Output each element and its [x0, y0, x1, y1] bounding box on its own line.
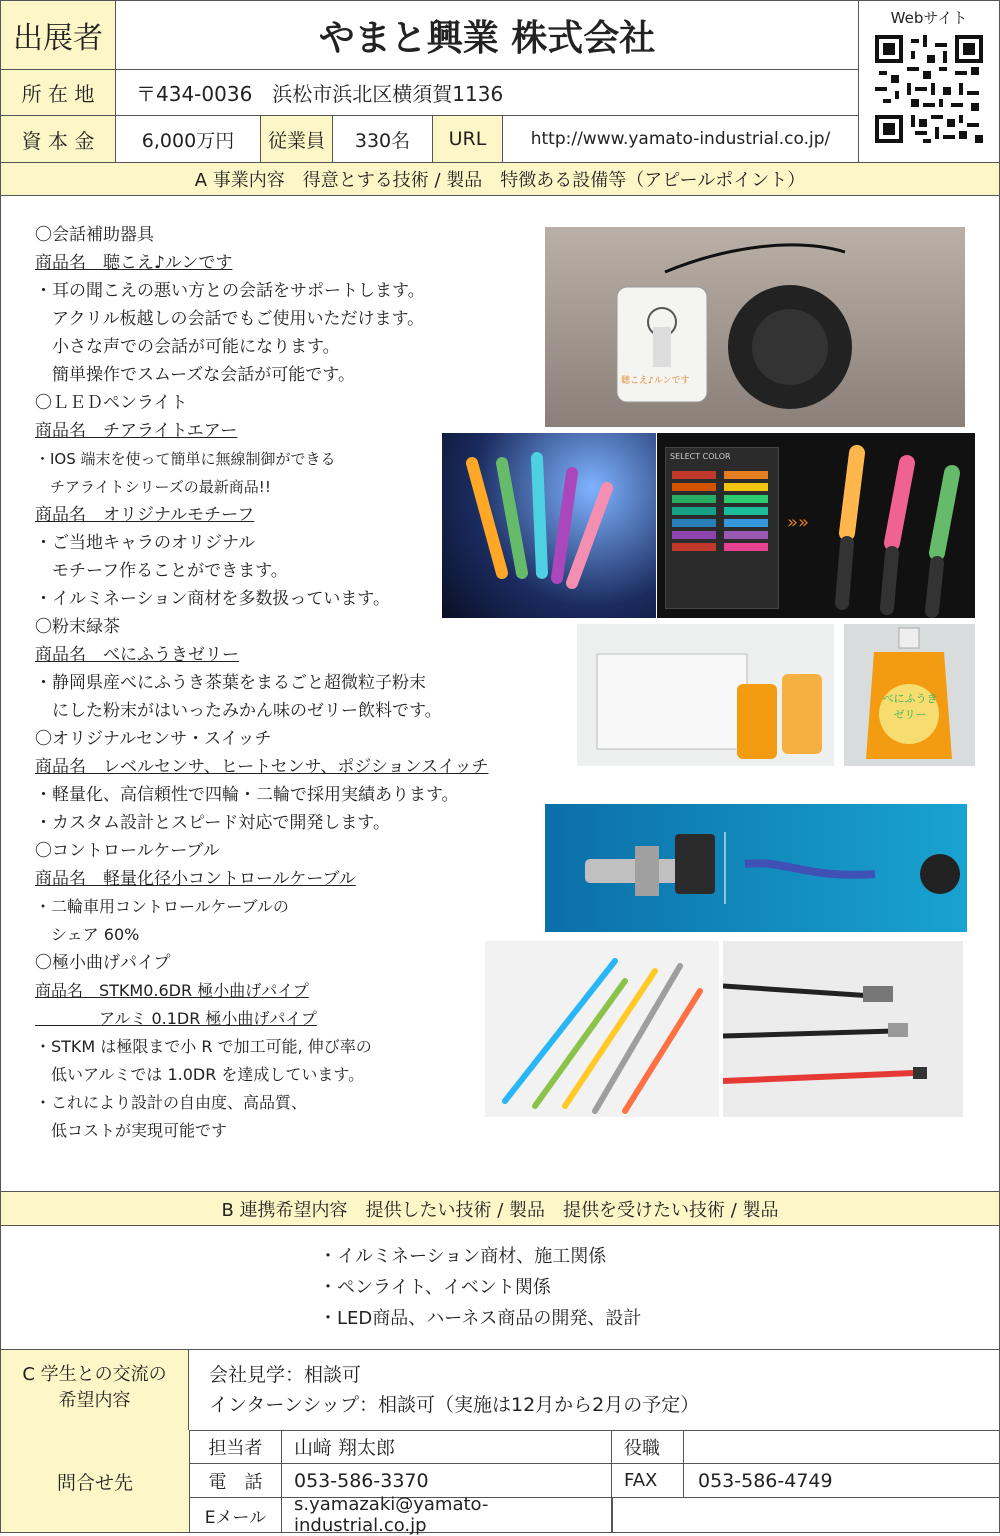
description-line: ・STKM は極限まで小 R で加工可能, 伸び率の: [35, 1037, 372, 1056]
description-line: ・イルミネーション商材を多数扱っています。: [35, 589, 390, 609]
qr-code[interactable]: [875, 35, 983, 143]
section-c-label-line: C 学生との交流の: [22, 1364, 167, 1385]
section-a-body: [35, 221, 488, 1145]
fax-label: FAX: [612, 1464, 684, 1498]
description-line: アクリル板越しの会話でもご使用いただけます。: [35, 309, 425, 329]
address: 〒434-0036 浜松市浜北区横須賀1136: [116, 70, 859, 116]
internship-info: インターンシップ：相談可（実施は12月から2月の予定）: [209, 1394, 700, 1416]
color-menu-title: SELECT COLOR: [670, 452, 731, 461]
device-label: 聴こえ♪ルンです: [621, 376, 690, 386]
product-name: 商品名 軽量化径小コントロールケーブル: [35, 869, 356, 889]
category-heading: 〇粉末緑茶: [35, 617, 120, 637]
penlight-app-photo: [657, 433, 975, 618]
fax-number: 053-586-4749: [684, 1464, 999, 1498]
description-line: ・軽量化、高信頼性で四輪・二輪で採用実績あります。: [35, 785, 459, 805]
url-label: URL: [433, 116, 503, 163]
email-label: Eメール: [190, 1498, 282, 1532]
sensor-photo: [545, 804, 967, 932]
position-label: 役職: [612, 1430, 684, 1464]
description-line: ・耳の聞こえの悪い方との会話をサポートします。: [35, 281, 425, 301]
section-c: [1, 1349, 999, 1431]
product-name: 商品名 べにふうきゼリー: [35, 645, 239, 665]
product-name: 商品名 チアライトエアー: [35, 421, 238, 441]
website-label: Webサイト: [890, 9, 968, 27]
section-c-label-line: 希望内容: [58, 1390, 131, 1411]
person-label: 担当者: [190, 1430, 282, 1464]
description-line: にした粉末がはいったみかん味のゼリー飲料です。: [35, 701, 442, 721]
category-heading: 〇コントロールケーブル: [35, 841, 220, 861]
email-empty-cell: [612, 1498, 999, 1532]
jelly-label: べにふうきゼリー: [882, 692, 938, 721]
section-b-title: B 連携希望内容 提供したい技術 / 製品 提供を受けたい技術 / 製品: [1, 1191, 999, 1226]
capital-label: 資 本 金: [1, 116, 116, 163]
jelly-pack-photo: [844, 624, 975, 766]
contact-label: 問合せ先: [1, 1430, 190, 1532]
description-line: ・静岡県産べにふうき茶葉をまるごと超微粒子粉末: [35, 673, 426, 693]
position-value: [684, 1430, 999, 1464]
description-line: 低いアルミでは 1.0DR を達成しています。: [35, 1065, 365, 1084]
color-menu: [665, 447, 779, 609]
description-line: 低コストが実現可能です: [35, 1121, 228, 1140]
company-name: やまと興業 株式会社: [116, 1, 859, 70]
phone-number[interactable]: 053-586-3370: [282, 1464, 612, 1498]
description-line: 小さな声での会話が可能になります。: [35, 337, 340, 357]
employees-label: 従業員: [261, 116, 333, 163]
hearing-device-photo: [545, 227, 965, 427]
product-name: 商品名 聴こえ♪ルンです: [35, 253, 233, 273]
section-a-title: A 事業内容 得意とする技術 / 製品 特徴ある設備等（アピールポイント）: [1, 162, 999, 196]
description-line: シェア 60%: [35, 925, 140, 944]
phone-label: 電 話: [190, 1464, 282, 1498]
product-name: 商品名 STKM0.6DR 極小曲げパイプ: [35, 981, 309, 1000]
employees: 330名: [333, 116, 433, 163]
visit-info: 会社見学：相談可: [209, 1364, 362, 1386]
svg-text:»»: »»: [787, 512, 810, 533]
description-line: 簡単操作でスムーズな会話が可能です。: [35, 365, 355, 385]
description-line: ・これにより設計の自由度、高品質、: [35, 1093, 308, 1112]
contact-table: [1, 1430, 999, 1536]
penlight-concert-photo: [442, 433, 656, 618]
pipes-photo: [485, 941, 719, 1117]
category-heading: 〇ＬＥＤペンライト: [35, 393, 188, 413]
person-name: 山﨑 翔太郎: [282, 1430, 612, 1464]
exhibitor-label: 出展者: [1, 1, 116, 70]
section-c-label: [1, 1350, 189, 1430]
section-b-list: [319, 1241, 641, 1334]
description-line: ・二輪車用コントロールケーブルの: [35, 897, 289, 916]
category-heading: 〇極小曲げパイプ: [35, 953, 171, 973]
capital: 6,000万円: [116, 116, 261, 163]
list-item: ・イルミネーション商材、施工関係: [319, 1246, 607, 1267]
jelly-boxes-photo: [577, 624, 834, 766]
url-link[interactable]: http://www.yamato-industrial.co.jp/: [503, 116, 859, 163]
list-item: ・ペンライト、イベント関係: [319, 1277, 551, 1298]
category-heading: 〇オリジナルセンサ・スイッチ: [35, 729, 272, 749]
address-label: 所 在 地: [1, 70, 116, 116]
product-name: アルミ 0.1DR 極小曲げパイプ: [35, 1009, 317, 1028]
cables-photo: [723, 941, 963, 1117]
list-item: ・LED商品、ハーネス商品の開発、設計: [319, 1308, 642, 1329]
product-name: 商品名 レベルセンサ、ヒートセンサ、ポジションスイッチ: [35, 757, 489, 777]
description-line: モチーフ作ることができます。: [35, 561, 288, 581]
description-line: チアライトシリーズの最新商品!!: [35, 478, 271, 496]
description-line: ・IOS 端末を使って簡単に無線制御ができる: [35, 450, 336, 468]
description-line: ・カスタム設計とスピード対応で開発します。: [35, 813, 390, 833]
description-line: ・ご当地キャラのオリジナル: [35, 533, 256, 553]
category-heading: 〇会話補助器具: [35, 225, 154, 245]
product-name: 商品名 オリジナルモチーフ: [35, 505, 255, 525]
section-c-content: [209, 1360, 699, 1420]
email-address[interactable]: s.yamazaki@yamato-industrial.co.jp: [282, 1498, 612, 1532]
